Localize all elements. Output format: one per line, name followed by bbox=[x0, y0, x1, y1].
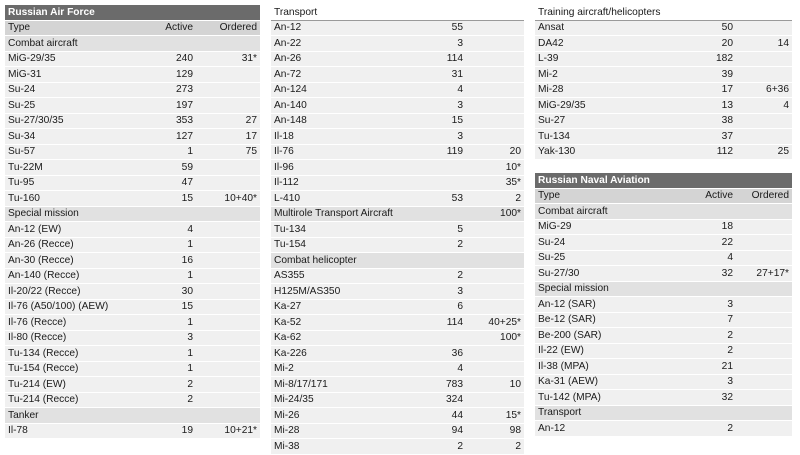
cell-type: Tu-154 (Recce) bbox=[8, 363, 79, 374]
table-row bbox=[271, 362, 524, 378]
cell-type: L-410 bbox=[274, 192, 301, 204]
cell-active: 273 bbox=[176, 84, 193, 95]
cell-active: 6 bbox=[457, 301, 463, 312]
table-row bbox=[535, 235, 792, 251]
table-row bbox=[535, 220, 792, 236]
cell-type: Il-112 bbox=[274, 177, 299, 188]
cell-active: 1 bbox=[187, 146, 193, 157]
table-row bbox=[5, 191, 260, 207]
cell-type: Il-96 bbox=[274, 161, 294, 173]
cell-ordered: 10+21* bbox=[224, 425, 257, 436]
cell-type: Tu-134 (Recce) bbox=[8, 347, 79, 359]
cell-type: Ka-52 bbox=[274, 316, 302, 328]
cell-active: 30 bbox=[181, 285, 193, 297]
section-header bbox=[5, 408, 260, 424]
cell-type: Ka-62 bbox=[274, 332, 302, 343]
cell-type: H125M/AS350 bbox=[274, 285, 341, 297]
cell-active: 2 bbox=[727, 422, 733, 434]
cell-active: 4 bbox=[457, 84, 463, 95]
table-row bbox=[5, 315, 260, 331]
cell-active: 15 bbox=[181, 192, 193, 204]
cell-type: Mi-2 bbox=[274, 363, 294, 374]
cell-ordered: 17 bbox=[245, 130, 257, 142]
transport-table bbox=[271, 5, 524, 455]
cell-type: Su-24 bbox=[8, 84, 36, 95]
table-row bbox=[271, 160, 524, 176]
cell-ordered: 98 bbox=[509, 425, 521, 436]
cell-active: 2 bbox=[187, 378, 193, 390]
section-header bbox=[271, 207, 524, 223]
cell-active: 4 bbox=[727, 252, 733, 263]
table-row bbox=[271, 424, 524, 440]
table-row bbox=[271, 222, 524, 238]
cell-ordered: 6+36 bbox=[766, 84, 789, 95]
cell-ordered: 20 bbox=[509, 146, 521, 157]
cell-type: Il-80 (Recce) bbox=[8, 332, 67, 343]
cell-type: Il-76 (Recce) bbox=[8, 316, 67, 328]
cell-type: An-12 (SAR) bbox=[538, 298, 596, 310]
table-row bbox=[5, 160, 260, 176]
cell-type: Be-12 (SAR) bbox=[538, 314, 596, 325]
header-ordered: Ordered bbox=[751, 190, 789, 201]
cell-active: 2 bbox=[457, 239, 463, 250]
table-row bbox=[271, 377, 524, 393]
naval-aviation-table bbox=[535, 173, 792, 437]
cell-active: 1 bbox=[187, 270, 193, 281]
table-row bbox=[271, 36, 524, 52]
table-row bbox=[271, 284, 524, 300]
table-row bbox=[271, 21, 524, 37]
cell-active: 119 bbox=[446, 146, 463, 157]
training-table bbox=[535, 5, 792, 160]
table-row bbox=[535, 313, 792, 329]
cell-type: Il-76 (A50/100) (AEW) bbox=[8, 301, 109, 312]
table-row bbox=[271, 145, 524, 161]
table-row bbox=[271, 238, 524, 254]
section-name: Special mission bbox=[538, 283, 609, 294]
cell-active: 353 bbox=[176, 115, 193, 126]
cell-type: Mi-26 bbox=[274, 409, 300, 421]
cell-type: MiG-29/35 bbox=[8, 53, 56, 64]
cell-type: Su-27 bbox=[538, 115, 566, 126]
cell-active: 16 bbox=[181, 254, 193, 266]
cell-active: 3 bbox=[457, 37, 463, 49]
table-header-row bbox=[5, 21, 260, 37]
cell-type: Mi-2 bbox=[538, 68, 558, 80]
cell-type: An-72 bbox=[274, 68, 302, 80]
cell-ordered: 10 bbox=[509, 378, 521, 390]
cell-type: Tu-154 bbox=[274, 239, 306, 250]
cell-type: Tu-160 bbox=[8, 192, 40, 204]
cell-type: Tu-95 bbox=[8, 177, 35, 188]
table-row bbox=[271, 408, 524, 424]
cell-type: An-124 bbox=[274, 84, 307, 95]
cell-active: 38 bbox=[721, 115, 733, 126]
cell-active: 5 bbox=[457, 223, 463, 235]
section-name: Combat aircraft bbox=[8, 37, 78, 49]
section-header bbox=[535, 406, 792, 422]
cell-type: An-140 (Recce) bbox=[8, 270, 80, 281]
cell-type: Il-22 (EW) bbox=[538, 345, 584, 356]
table-row bbox=[271, 176, 524, 192]
cell-type: DA42 bbox=[538, 37, 564, 49]
right-column bbox=[535, 5, 792, 437]
table-row bbox=[535, 114, 792, 130]
cell-type: An-12 bbox=[274, 22, 302, 33]
cell-active: 783 bbox=[446, 378, 463, 390]
cell-ordered: 40+25* bbox=[488, 316, 521, 328]
cell-active: 114 bbox=[446, 53, 463, 64]
cell-active: 4 bbox=[457, 363, 463, 374]
cell-ordered: 31* bbox=[241, 53, 257, 64]
cell-active: 114 bbox=[446, 316, 463, 328]
cell-type: Ka-226 bbox=[274, 347, 307, 359]
cell-type: Mi-8/17/171 bbox=[274, 378, 328, 390]
table-row bbox=[535, 21, 792, 37]
cell-type: An-140 bbox=[274, 99, 307, 111]
cell-ordered: 25 bbox=[777, 146, 789, 157]
cell-active: 21 bbox=[721, 360, 733, 372]
cell-active: 3 bbox=[457, 99, 463, 111]
cell-active: 2 bbox=[187, 394, 193, 405]
air-force-table bbox=[5, 5, 260, 439]
cell-active: 36 bbox=[451, 347, 463, 359]
cell-active: 55 bbox=[451, 22, 463, 33]
table-row bbox=[535, 297, 792, 313]
cell-type: Mi-38 bbox=[274, 440, 300, 452]
header-active: Active bbox=[165, 22, 193, 33]
cell-active: 197 bbox=[176, 99, 193, 111]
table-title: Transport bbox=[271, 5, 524, 21]
cell-type: Ansat bbox=[538, 22, 565, 33]
table-row bbox=[535, 359, 792, 375]
cell-ordered: 14 bbox=[777, 37, 789, 49]
section-name: Combat aircraft bbox=[538, 205, 608, 217]
cell-active: 2 bbox=[727, 329, 733, 341]
cell-active: 7 bbox=[727, 314, 733, 325]
table-row bbox=[5, 253, 260, 269]
section-name: Transport bbox=[538, 407, 582, 418]
cell-active: 1 bbox=[187, 363, 193, 374]
cell-active: 50 bbox=[721, 22, 733, 33]
table-row bbox=[5, 176, 260, 192]
cell-ordered: 4 bbox=[783, 99, 789, 111]
table-row bbox=[535, 67, 792, 83]
cell-type: MiG-29 bbox=[538, 221, 572, 232]
table-row bbox=[5, 269, 260, 285]
cell-type: An-12 bbox=[538, 422, 566, 434]
cell-ordered: 2 bbox=[515, 192, 521, 204]
table-gap bbox=[535, 160, 792, 173]
table-row bbox=[535, 145, 792, 161]
header-type: Type bbox=[8, 22, 31, 33]
table-row bbox=[271, 269, 524, 285]
table-row bbox=[271, 191, 524, 207]
header-active: Active bbox=[705, 190, 733, 201]
cell-type: An-22 bbox=[274, 37, 302, 49]
table-row bbox=[5, 52, 260, 68]
cell-ordered: 35* bbox=[505, 177, 521, 188]
cell-type: Tu-214 (EW) bbox=[8, 378, 66, 390]
cell-type: Ka-27 bbox=[274, 301, 302, 312]
cell-ordered: 100* bbox=[500, 332, 521, 343]
table-row bbox=[5, 346, 260, 362]
cell-type: Tu-214 (Recce) bbox=[8, 394, 79, 405]
table-row bbox=[5, 238, 260, 254]
cell-ordered: 27+17* bbox=[756, 267, 789, 279]
table-row bbox=[271, 98, 524, 114]
table-row bbox=[5, 114, 260, 130]
table-title: Russian Naval Aviation bbox=[535, 173, 792, 189]
cell-type: Be-200 (SAR) bbox=[538, 329, 602, 341]
cell-active: 3 bbox=[727, 376, 733, 387]
table-row bbox=[5, 67, 260, 83]
table-row bbox=[535, 328, 792, 344]
table-row bbox=[535, 52, 792, 68]
cell-active: 2 bbox=[457, 440, 463, 452]
cell-active: 127 bbox=[176, 130, 193, 142]
cell-active: 53 bbox=[451, 192, 463, 204]
section-name: Special mission bbox=[8, 208, 79, 219]
cell-type: An-30 (Recce) bbox=[8, 254, 74, 266]
table-row bbox=[5, 362, 260, 378]
cell-active: 32 bbox=[721, 267, 733, 279]
cell-ordered: 2 bbox=[515, 440, 521, 452]
cell-type: Mi-28 bbox=[274, 425, 300, 436]
cell-active: 129 bbox=[176, 68, 193, 80]
table-row bbox=[5, 222, 260, 238]
cell-active: 19 bbox=[181, 425, 193, 436]
cell-type: An-26 bbox=[274, 53, 302, 64]
table-row bbox=[5, 129, 260, 145]
table-row bbox=[535, 344, 792, 360]
cell-active: 94 bbox=[451, 425, 463, 436]
cell-type: Su-57 bbox=[8, 146, 36, 157]
cell-type: Tu-142 (MPA) bbox=[538, 391, 601, 403]
table-row bbox=[535, 390, 792, 406]
section-name: Multirole Transport Aircraft bbox=[274, 208, 393, 219]
section-header bbox=[271, 253, 524, 269]
cell-ordered: 75 bbox=[245, 146, 257, 157]
table-row bbox=[271, 67, 524, 83]
cell-active: 15 bbox=[181, 301, 193, 312]
cell-type: Su-27/30/35 bbox=[8, 115, 64, 126]
cell-type: An-148 bbox=[274, 115, 307, 126]
table-row bbox=[535, 421, 792, 437]
cell-active: 1 bbox=[187, 239, 193, 250]
cell-type: Yak-130 bbox=[538, 146, 576, 157]
table-row bbox=[535, 83, 792, 99]
cell-active: 18 bbox=[721, 221, 733, 232]
table-row bbox=[535, 266, 792, 282]
table-header-row bbox=[535, 189, 792, 205]
cell-type: Su-27/30 bbox=[538, 267, 580, 279]
cell-active: 112 bbox=[716, 146, 733, 157]
section-header bbox=[535, 282, 792, 298]
table-row bbox=[5, 424, 260, 440]
section-name: Tanker bbox=[8, 409, 39, 421]
table-row bbox=[535, 98, 792, 114]
section-header bbox=[535, 204, 792, 220]
table-row bbox=[5, 145, 260, 161]
table-row bbox=[271, 52, 524, 68]
cell-type: Ka-31 (AEW) bbox=[538, 376, 599, 387]
cell-active: 13 bbox=[721, 99, 733, 111]
cell-active: 59 bbox=[181, 161, 193, 173]
table-row bbox=[5, 331, 260, 347]
cell-active: 37 bbox=[721, 130, 733, 142]
cell-type: Mi-24/35 bbox=[274, 394, 314, 405]
cell-type: MiG-31 bbox=[8, 68, 42, 80]
section-ordered: 100* bbox=[500, 208, 521, 219]
table-row bbox=[271, 346, 524, 362]
table-row bbox=[5, 300, 260, 316]
cell-type: Su-25 bbox=[538, 252, 566, 263]
cell-active: 39 bbox=[721, 68, 733, 80]
cell-type: Il-76 bbox=[274, 146, 294, 157]
cell-type: Tu-134 bbox=[274, 223, 306, 235]
table-row bbox=[271, 83, 524, 99]
table-row bbox=[535, 375, 792, 391]
cell-ordered: 15* bbox=[505, 409, 521, 421]
cell-active: 3 bbox=[457, 285, 463, 297]
table-title: Russian Air Force bbox=[5, 5, 260, 21]
table-row bbox=[271, 114, 524, 130]
header-ordered: Ordered bbox=[219, 22, 257, 33]
cell-active: 4 bbox=[187, 223, 193, 235]
section-name: Combat helicopter bbox=[274, 254, 357, 266]
cell-active: 2 bbox=[727, 345, 733, 356]
table-row bbox=[5, 393, 260, 409]
cell-ordered: 27 bbox=[245, 115, 257, 126]
table-row bbox=[271, 331, 524, 347]
cell-active: 44 bbox=[451, 409, 463, 421]
cell-type: Su-25 bbox=[8, 99, 36, 111]
table-row bbox=[535, 251, 792, 267]
cell-type: An-12 (EW) bbox=[8, 223, 62, 235]
cell-type: Il-20/22 (Recce) bbox=[8, 285, 81, 297]
cell-type: Il-18 bbox=[274, 130, 294, 142]
cell-type: AS355 bbox=[274, 270, 305, 281]
cell-ordered: 10* bbox=[505, 161, 521, 173]
table-row bbox=[271, 393, 524, 409]
cell-type: Su-24 bbox=[538, 236, 566, 248]
header-type: Type bbox=[538, 190, 561, 201]
cell-active: 17 bbox=[721, 84, 733, 95]
cell-type: Mi-28 bbox=[538, 84, 564, 95]
cell-type: Tu-22M bbox=[8, 161, 43, 173]
cell-active: 3 bbox=[727, 298, 733, 310]
cell-active: 32 bbox=[721, 391, 733, 403]
cell-active: 240 bbox=[176, 53, 193, 64]
cell-active: 182 bbox=[716, 53, 733, 64]
table-row bbox=[5, 284, 260, 300]
table-row bbox=[271, 129, 524, 145]
table-row bbox=[271, 439, 524, 455]
cell-type: An-26 (Recce) bbox=[8, 239, 74, 250]
table-row bbox=[535, 129, 792, 145]
cell-active: 324 bbox=[446, 394, 463, 405]
cell-active: 1 bbox=[187, 347, 193, 359]
table-title: Training aircraft/helicopters bbox=[535, 5, 792, 21]
cell-active: 31 bbox=[451, 68, 463, 80]
cell-type: Su-34 bbox=[8, 130, 36, 142]
cell-active: 20 bbox=[721, 37, 733, 49]
cell-active: 2 bbox=[457, 270, 463, 281]
section-header bbox=[5, 207, 260, 223]
table-row bbox=[271, 300, 524, 316]
cell-type: L-39 bbox=[538, 53, 559, 64]
cell-active: 22 bbox=[721, 236, 733, 248]
cell-active: 15 bbox=[451, 115, 463, 126]
cell-active: 47 bbox=[181, 177, 193, 188]
cell-type: Il-38 (MPA) bbox=[538, 360, 589, 372]
section-header bbox=[5, 36, 260, 52]
cell-active: 3 bbox=[457, 130, 463, 142]
cell-active: 1 bbox=[187, 316, 193, 328]
table-row bbox=[271, 315, 524, 331]
cell-active: 3 bbox=[187, 332, 193, 343]
cell-type: MiG-29/35 bbox=[538, 99, 586, 111]
cell-type: Tu-134 bbox=[538, 130, 570, 142]
cell-ordered: 10+40* bbox=[224, 192, 257, 204]
table-row bbox=[535, 36, 792, 52]
table-row bbox=[5, 83, 260, 99]
cell-type: Il-78 bbox=[8, 425, 28, 436]
table-row bbox=[5, 98, 260, 114]
table-row bbox=[5, 377, 260, 393]
